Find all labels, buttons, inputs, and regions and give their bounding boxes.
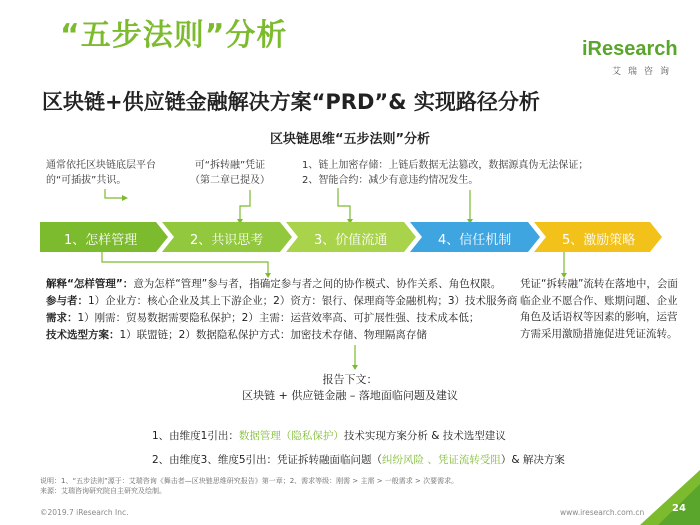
page-title: “五步法则”分析 bbox=[60, 18, 288, 53]
page-corner-decoration bbox=[640, 470, 700, 525]
explain-line-3-key: 需求： bbox=[46, 312, 78, 324]
explain-block bbox=[46, 276, 518, 344]
connector-step1-note bbox=[105, 189, 122, 198]
step-3-label: 3、价值流通 bbox=[314, 233, 388, 248]
footnote-source: 来源：艾瑞咨询研究院自主研究及绘制。 bbox=[40, 487, 166, 495]
explain-line-2-key: 参与者： bbox=[46, 295, 88, 307]
explain-line-3-text: 1）刚需：贸易数据需要隐私保护；2）主需：运营效率高、可扩展性强、技术成本低； bbox=[77, 312, 480, 324]
report-item-2 bbox=[152, 452, 565, 467]
report-next-topic: 区块链 + 供应链金融 – 落地面临问题及建议 bbox=[242, 389, 458, 402]
copyright: ©2019.7 iResearch Inc. bbox=[40, 508, 129, 517]
note-trust-line2: 2、智能合约：减少有意违约情况发生。 bbox=[302, 175, 479, 186]
explain-line-4-key: 技术选型方案： bbox=[46, 329, 120, 341]
footnote bbox=[40, 476, 458, 496]
explain-line-4 bbox=[46, 327, 518, 344]
explain-line-4-text: 1）联盟链；2）数据隐私保护方式：加密技术存储、物理隔离存储 bbox=[119, 329, 427, 341]
connector-step2-note bbox=[240, 190, 250, 222]
report-next-label: 报告下文： bbox=[322, 373, 378, 386]
report-next-heading bbox=[0, 372, 700, 404]
explain-line-2 bbox=[46, 293, 518, 310]
logo-cn: 艾瑞咨询 bbox=[612, 67, 677, 77]
logo-brand: iResearch bbox=[582, 38, 678, 60]
step-1-label: 1、怎样管理 bbox=[64, 233, 138, 248]
connector-step1-explain bbox=[102, 252, 268, 276]
website-link[interactable]: www.iresearch.com.cn bbox=[560, 508, 645, 517]
incentive-note: 凭证“拆转融”流转在落地中，会面临企业不愿合作、账期问题、企业角色及话语权等因素的影响，运营方需采用激励措施促进凭证流转。 bbox=[520, 278, 678, 340]
five-step-flow bbox=[40, 222, 662, 252]
report-item-1 bbox=[152, 428, 506, 443]
explain-line-3 bbox=[46, 310, 518, 327]
explain-line-1-text: 意为怎样“管理”参与者，指确定参与者之间的协作模式、协作关系、角色权限。 bbox=[133, 278, 502, 290]
report-item-1-post: 技术实现方案分析 & 技术选型建议 bbox=[343, 430, 506, 442]
report-item-1-pre: 1、由维度1引出： bbox=[152, 430, 239, 442]
note-trust-line1: 1、链上加密存储：上链后数据无法篡改，数据源真伪无法保证； bbox=[302, 160, 589, 171]
explain-line-2-text: 1）企业方：核心企业及其上下游企业；2）资方：银行、保理商等金融机构；3）技术服务商 bbox=[88, 295, 518, 307]
page-number: 24 bbox=[672, 503, 686, 514]
step-5-label: 5、激励策略 bbox=[562, 233, 636, 248]
connector-step3-note bbox=[338, 188, 350, 222]
note-voucher-line1: 可“拆转融”凭证 bbox=[194, 160, 266, 171]
arrow-head-7 bbox=[352, 365, 358, 370]
report-item-1-highlight: 数据管理（隐私保护） bbox=[238, 430, 344, 442]
chart-title: 区块链思维“五步法则”分析 bbox=[269, 132, 431, 147]
note-consensus-line1: 通常依托区块链底层平台 bbox=[46, 160, 156, 171]
note-voucher-line2: （第二章已提及） bbox=[190, 175, 270, 186]
report-item-2-pre: 2、由维度3、维度5引出：凭证拆转融面临问题（ bbox=[152, 454, 383, 466]
page-subtitle: 区块链+供应链金融解决方案“PRD”& 实现路径分析 bbox=[42, 90, 540, 114]
explain-line-1-key: 解释“怎样管理”： bbox=[46, 278, 134, 290]
arrow-head-1 bbox=[122, 195, 128, 201]
step-2-label: 2、共识思考 bbox=[190, 233, 264, 248]
explain-line-1 bbox=[46, 276, 518, 293]
step-4-label: 4、信任机制 bbox=[438, 233, 512, 248]
report-item-2-post: ）& 解决方案 bbox=[500, 454, 565, 466]
report-item-2-highlight: 纠纷风险 、凭证流转受阻 bbox=[382, 454, 501, 466]
note-consensus-line2: 的“可插拔”共识。 bbox=[46, 175, 127, 186]
footnote-explanation: 说明：1、“五步法则”源于：艾瑞咨询《舞击者—区块链思维研究报告》第一章；2、需求等级：刚需 > 主需 > 一般需求 > 次要需求。 bbox=[40, 477, 459, 485]
